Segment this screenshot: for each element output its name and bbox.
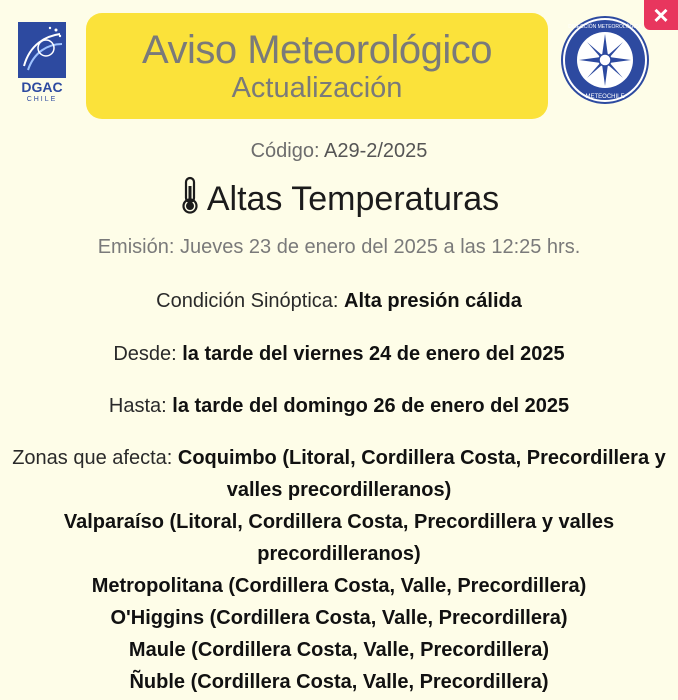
zone-item: Ñuble (Cordillera Costa, Valle, Precordillera) (129, 671, 549, 693)
zones-label: Zonas que afecta: (12, 447, 173, 469)
close-icon: × (653, 0, 669, 30)
meteochile-logo-text: DIRECCIÓN METEOROLÓGICA (568, 24, 642, 30)
banner-subtitle: Actualización (231, 72, 403, 104)
zone-item: Coquimbo (Litoral, Cordillera Costa, Precordillera y valles precordilleranos) (177, 447, 666, 501)
thermometer-icon (179, 176, 201, 223)
condition-line (0, 290, 678, 313)
alert-code (0, 140, 678, 163)
from-value: la tarde del viernes 24 de enero del 2025 (182, 343, 565, 365)
from-line (0, 343, 678, 366)
condition-value: Alta presión cálida (344, 290, 522, 312)
code-value: A29-2/2025 (323, 140, 428, 162)
banner-title: Aviso Meteorológico (142, 28, 492, 72)
zone-item: Maule (Cordillera Costa, Valle, Precordillera) (128, 639, 550, 661)
dgac-logo-text: DGAC (21, 79, 63, 95)
dgac-logo (16, 22, 68, 102)
zone-item: Valparaíso (Litoral, Cordillera Costa, Precordillera y valles precordilleranos) (63, 511, 615, 565)
to-label: Hasta: (108, 395, 167, 417)
meteochile-logo-subtext: METEOCHILE (585, 94, 625, 100)
zone-item: Metropolitana (Cordillera Costa, Valle, Precordillera) (91, 575, 587, 597)
zone-item: O'Higgins (Cordillera Costa, Valle, Precordillera) (110, 607, 568, 629)
emission-value: Jueves 23 de enero del 2025 a las 12:25 hrs. (179, 236, 581, 258)
header (0, 0, 678, 126)
from-label: Desde: (113, 343, 177, 365)
emission-label: Emisión: (97, 236, 175, 258)
meteochile-logo (561, 16, 649, 104)
zones-block (12, 442, 666, 698)
to-line (0, 395, 678, 418)
emission-line (0, 236, 678, 259)
code-label: Código: (250, 140, 320, 162)
dgac-logo-subtext: CHILE (26, 96, 58, 102)
condition-label: Condición Sinóptica: (156, 290, 339, 312)
to-value: la tarde del domingo 26 de enero del 2025 (172, 395, 570, 417)
alert-title: Altas Temperaturas (206, 180, 500, 218)
alert-banner (86, 13, 548, 119)
alert-title-row (0, 176, 678, 223)
